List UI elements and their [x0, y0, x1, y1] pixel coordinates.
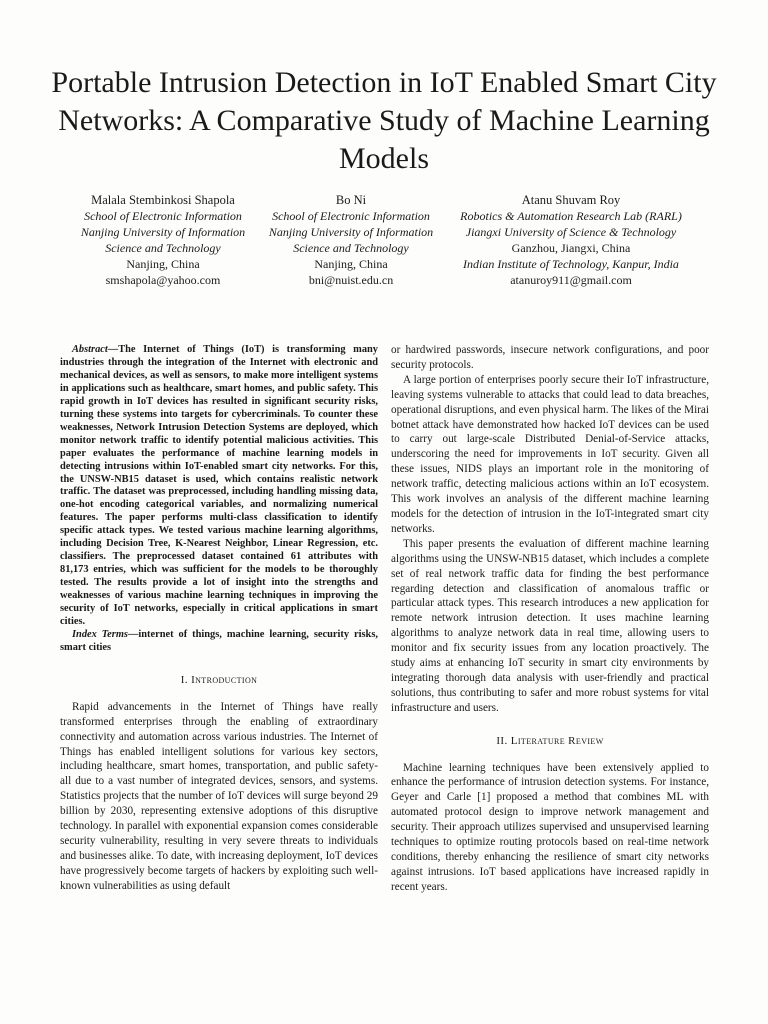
- author-2: [258, 192, 444, 288]
- paragraph: This paper presents the evaluation of different machine learning algorithms using the UNSW-NB15 dataset, which includes a complete set of real network traffic data for finding the best performance regarding detection and classification of anomalous traffic or particular attack types. This research introduces a new application for remote network intrusion detection. It uses machine learning algorithms to analyze network data in real time, allowing users to monitor and fix security issues from any location proactively. The study aims at enhancing IoT security in smart city environments by integrating thorough data analysis with user-friendly and practical solutions, thus contributing to safer and more robust systems for vital infrastructure and users.: [391, 537, 709, 714]
- section-heading-introduction: [60, 673, 378, 688]
- author-name: Malala Stembinkosi Shapola: [91, 193, 235, 207]
- section-title: Literature Review: [510, 734, 604, 747]
- index-terms-text: —internet of things, machine learning, security risks, smart cities: [60, 628, 378, 653]
- author-affiliation: Jiangxi University of Science & Technology: [465, 225, 677, 239]
- paragraph: or hardwired passwords, insecure network configurations, and poor security protocols.: [391, 344, 709, 371]
- abstract-label: Abstract: [72, 344, 108, 355]
- author-email: smshapola@yahoo.com: [105, 273, 221, 287]
- author-affiliation: Science and Technology: [293, 241, 409, 255]
- section-number: II.: [496, 734, 508, 747]
- author-affiliation: Robotics & Automation Research Lab (RARL): [460, 209, 682, 223]
- section-heading-literature-review: [391, 734, 709, 749]
- author-affiliation: School of Electronic Information: [84, 209, 242, 223]
- author-affiliation: School of Electronic Information: [272, 209, 430, 223]
- author-affiliation: Nanjing University of Information: [268, 225, 434, 239]
- author-block: [0, 192, 768, 292]
- section-number: I.: [180, 673, 188, 686]
- index-terms-label: Index Terms: [72, 628, 128, 640]
- author-name: Atanu Shuvam Roy: [521, 193, 621, 207]
- author-city: Ganzhou, Jiangxi, China: [511, 241, 631, 255]
- index-terms: [60, 629, 378, 655]
- author-affiliation: Nanjing University of Information: [80, 225, 246, 239]
- author-email: bni@nuist.edu.cn: [308, 273, 394, 287]
- section-title: Introduction: [191, 673, 258, 686]
- author-city: Nanjing, China: [126, 257, 200, 271]
- abstract-text: —The Internet of Things (IoT) is transforming many industries through the integration of the Internet with electronic and mechanical devices, as well as sensors, to make more intelligent systems in applications such as healthcare, smart homes, and public safety. This rapid growth in IoT devices has resulted in significant security risks, turning these systems into targets for cybercriminals. To counter these weaknesses, Network Intrusion Detection Systems are deployed, which monitor network traffic to identify potential malicious activities. This paper evaluates the performance of machine learning models in detecting intrusions within IoT-enabled smart city networks. For this, the UNSW-NB15 dataset is used, which contains realistic network traffic. The dataset was preprocessed, including handling missing data, one-hot encoding categorical variables, and normalizing numerical features. The paper performs multi-class classification to identify specific attack types. We tested various machine learning algorithms, including Decision Tree, K-Nearest Neighbor, Linear Regression, etc. classifiers. The preprocessed dataset contained 61 attributes with 81,173 entries, which was sufficient for the models to be thoroughly tested. The results provide a lot of insight into the strengths and weaknesses of various machine learning techniques in improving the security of IoT networks, especially in critical applications in smart cities.: [60, 344, 378, 628]
- author-affiliation: Indian Institute of Technology, Kanpur, India: [463, 257, 679, 271]
- author-3: [446, 192, 696, 288]
- author-name: Bo Ni: [335, 193, 367, 207]
- author-affiliation: Science and Technology: [105, 241, 221, 255]
- abstract: [60, 344, 378, 629]
- left-column: [60, 344, 378, 894]
- author-email: atanuroy911@gmail.com: [510, 273, 632, 287]
- author-city: Nanjing, China: [314, 257, 388, 271]
- paper-title: Portable Intrusion Detection in IoT Enabled Smart City Networks: A Comparative Study of Machine Learning Models: [51, 66, 717, 175]
- author-1: [60, 192, 266, 288]
- paragraph: Rapid advancements in the Internet of Things have really transformed enterprises through the enabling of extraordinary connectivity and automation across various industries. The Internet of Things has enabled intelligent solutions for various key sectors, including healthcare, smart homes, transportation, and public safety-all due to a vast number of integrated devices, sensors, and systems. Statistics projects that the number of IoT devices will surge beyond 29 billion by 2030, representing extensive adoptions of this disruptive technology. In parallel with exponential expansion comes considerable security vulnerability, resulting in very severe threats to individuals and businesses alike. To date, with increasing deployment, IoT devices have progressively become targets of hackers by exploiting such well-known vulnerabilities as using default: [60, 700, 378, 892]
- right-column: [391, 343, 709, 895]
- paragraph: Machine learning techniques have been extensively applied to enhance the performance of intrusion detection systems. For instance, Geyer and Carle [1] proposed a method that combines ML with automated protocol design to improve network management and security. Their approach utilizes supervised and unsupervised learning techniques to optimize routing protocols based on real-time network conditions, thereby enhancing the resilience of smart city networks against intrusions. IoT based applications have increased rapidly in recent years.: [391, 761, 709, 893]
- paragraph: A large portion of enterprises poorly secure their IoT infrastructure, leaving systems vulnerable to attacks that could lead to data breaches, operational disruptions, and even physical harm. The likes of the Mirai botnet attack have demonstrated how hacked IoT devices can be used to carry out large-scale Distributed Denial-of-Service attacks, underscoring the need for improvements in IoT security. Given all these issues, NIDS plays an important role in the monitoring of network traffic, detecting malicious actions within an IoT ecosystem. This work involves an analysis of the different machine learning models for the detection of intrusion in the IoT-integrated smart city networks.: [391, 373, 709, 535]
